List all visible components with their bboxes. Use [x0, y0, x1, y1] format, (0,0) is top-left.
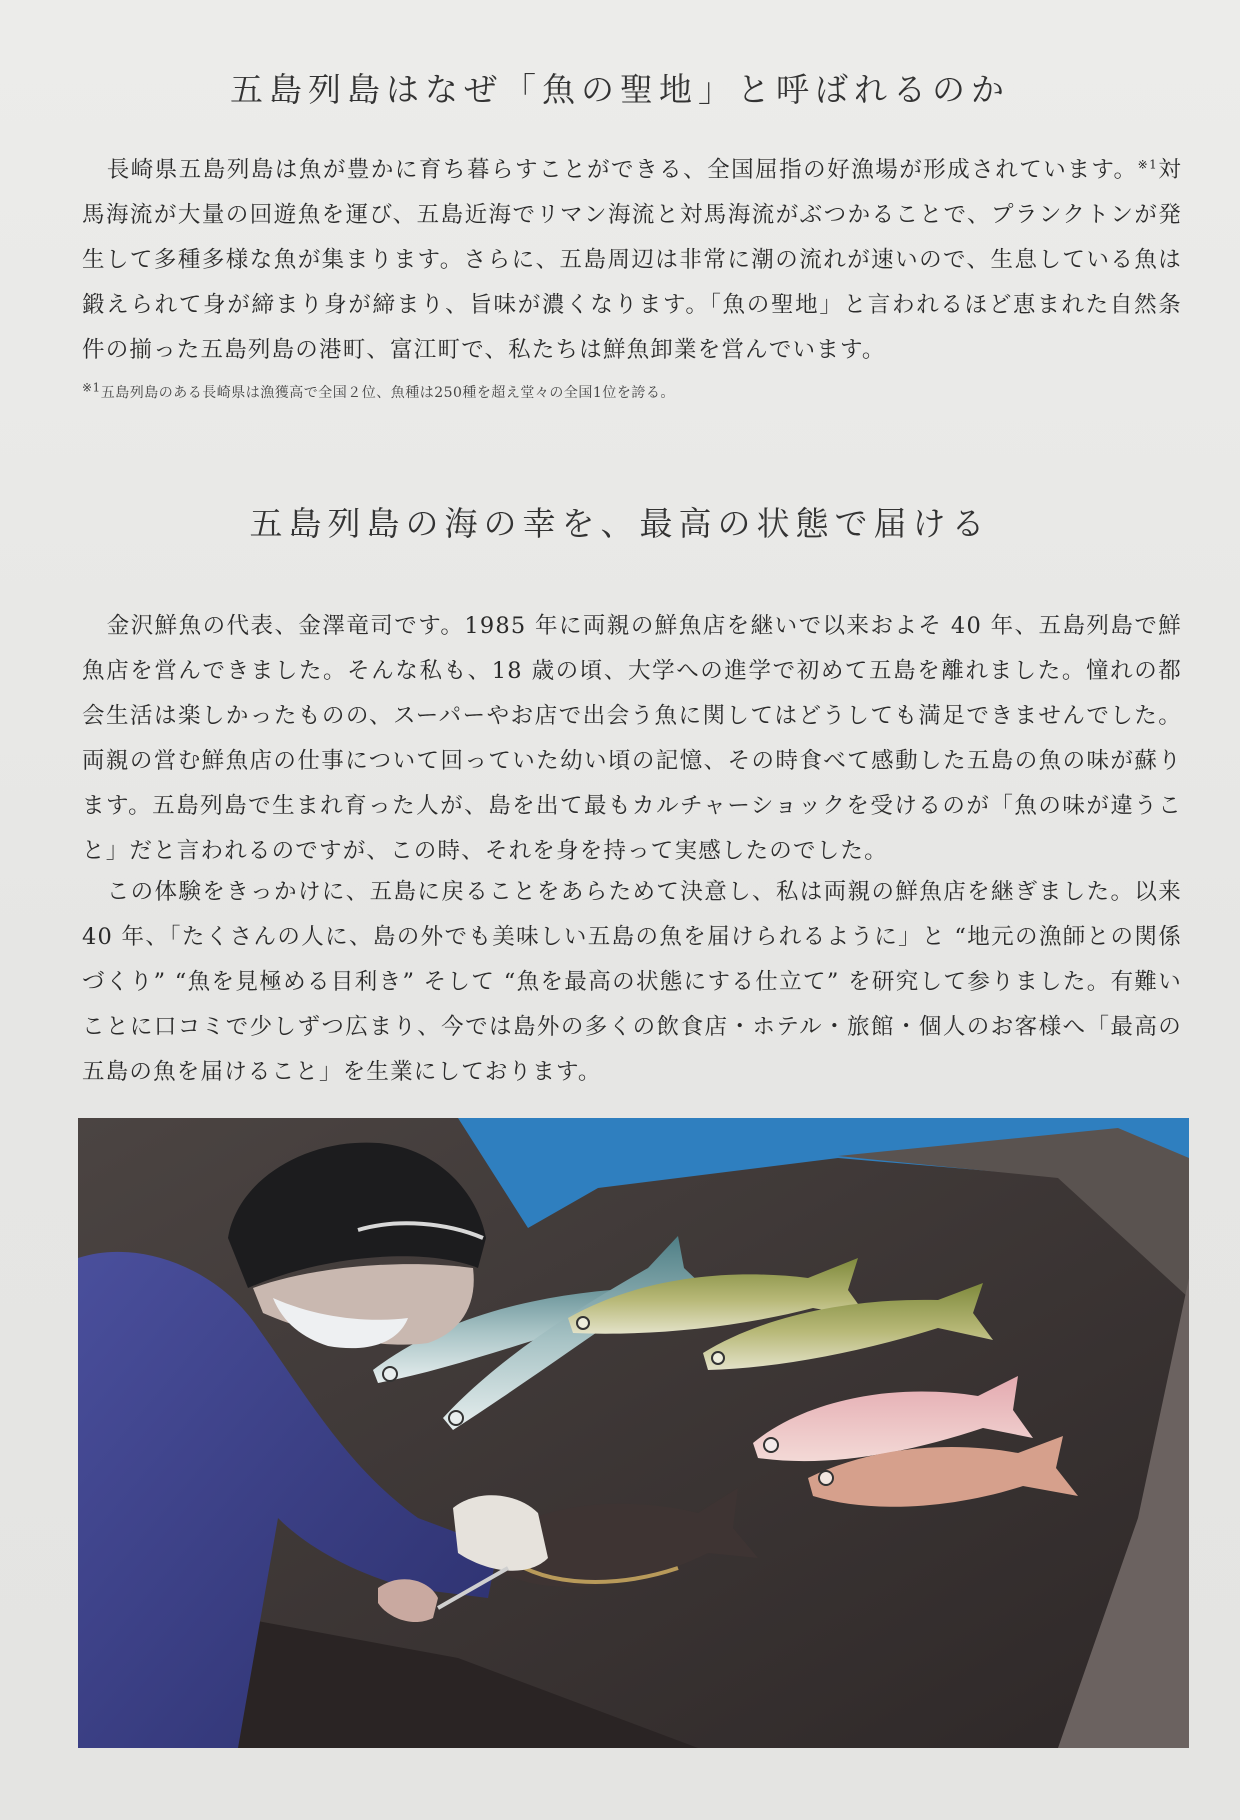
paragraph-business: この体験をきっかけに、五島に戻ることをあらためて決意し、私は両親の鮮魚店を継ぎました。以来 40 年、「たくさんの人に、島の外でも美味しい五島の魚を届けられるように」と “地元の漁師との関係づくり” “魚を見極める目利き” そして “魚を最高の状態にする仕立て” を研究して参りました。有難いことに口コミで少しずつ広まり、今では島外の多くの飲食店・ホテル・旅館・個人のお客様へ「最高の五島の魚を届けること」を生業にしております。 — [82, 879, 1182, 1085]
footnote-text: 五島列島のある長崎県は漁獲高で全国２位、魚種は250種を超え堂々の全国1位を誇る。 — [100, 385, 675, 401]
fishmonger-photo — [78, 1118, 1189, 1748]
paragraph-fishing-ground — [82, 148, 1182, 373]
paragraph-owner-story: 金沢鮮魚の代表、金澤竜司です。1985 年に両親の鮮魚店を継いで以来およそ 40 年、五島列島で鮮魚店を営んできました。そんな私も、18 歳の頃、大学への進学で初めて五島を離れました。憧れの都会生活は楽しかったものの、スーパーやお店で出会う魚に関してはどうしても満足できませんでした。両親の営む鮮魚店の仕事について回っていた幼い頃の記憶、その時食べて感動した五島の魚の味が蘇ります。五島列島で生まれ育った人が、島を出て最もカルチャーショックを受けるのが「魚の味が違うこと」だと言われるのですが、この時、それを身を持って実感したのでした。 — [82, 613, 1182, 864]
footnote — [82, 382, 1182, 402]
paragraph-fishing-ground-text-2: 対馬海流が大量の回遊魚を運び、五島近海でリマン海流と対馬海流がぶつかることで、プランクトンが発生して多種多様な魚が集まります。さらに、五島周辺は非常に潮の流れが速いので、生息している魚は鍛えられて身が締まり身が締まり、旨味が濃くなります。「魚の聖地」と言われるほど恵まれた自然条件の揃った五島列島の港町、富江町で、私たちは鮮魚卸業を営んでいます。 — [82, 157, 1182, 363]
footnote-ref: ※1 — [1137, 157, 1158, 172]
footnote-mark: ※1 — [82, 380, 101, 395]
section-heading-best-condition: 五島列島の海の幸を、最高の状態で届ける — [249, 504, 991, 543]
section-heading-sacred-fishing-ground: 五島列島はなぜ「魚の聖地」と呼ばれるのか — [230, 70, 1010, 109]
paragraph-fishing-ground-text: 長崎県五島列島は魚が豊かに育ち暮らすことができる、全国屈指の好漁場が形成されています。 — [106, 157, 1138, 183]
fishmonger-photo-illustration — [78, 1118, 1189, 1748]
